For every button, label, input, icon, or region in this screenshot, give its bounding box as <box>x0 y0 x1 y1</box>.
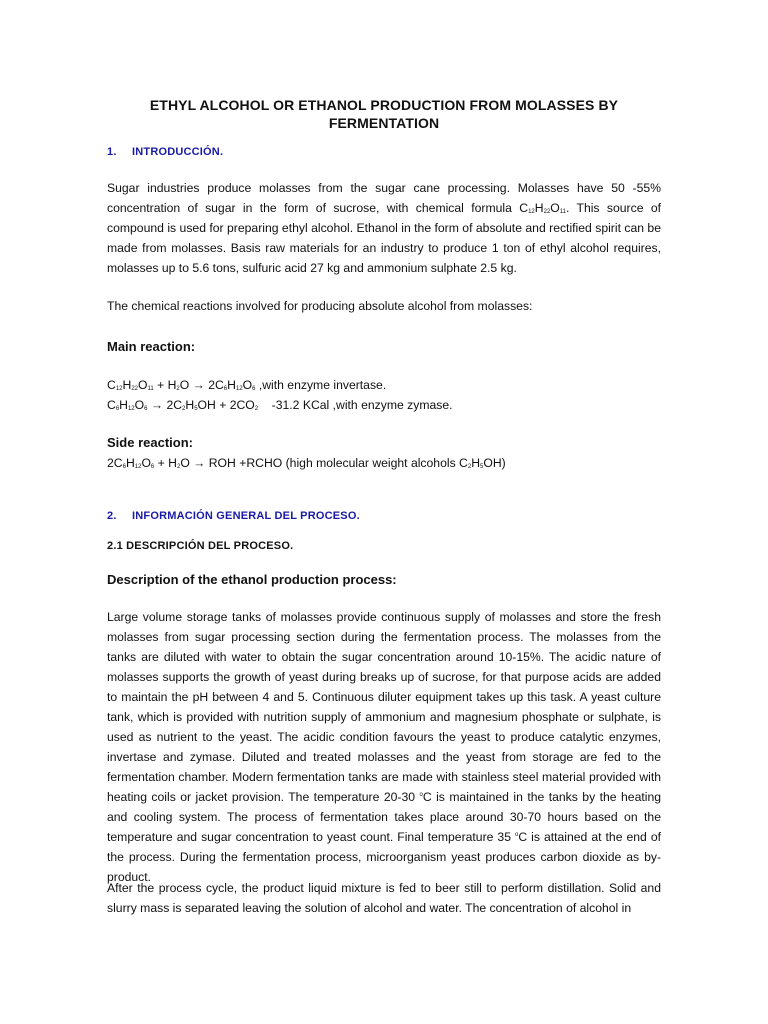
section-2-heading <box>107 510 360 522</box>
side-reaction-line: $2C_6H_{12}O_6 + H_2O$ → ROH +RCHO (high molecular weight alcohols $C_2H_5OH$) <box>107 456 506 470</box>
intro-sub-2: 22 <box>543 209 551 215</box>
reactions-intro: The chemical reactions involved for producing absolute alcohol from molasses: <box>107 299 533 313</box>
intro-text-1: Sugar industries produce molasses from the sugar cane processing. Molasses have 50 -55% concentration of sugar in the form of sucrose, with chemical formula C <box>107 181 661 215</box>
main-reaction-2-note: ,with enzyme zymase. <box>329 398 453 412</box>
section-1-heading <box>107 146 223 158</box>
after-paragraph: After the process cycle, the product liquid mixture is fed to beer still to perform distillation. Solid and slurry mass is separated leaving the solution of alcohol and water. The concentration of alcohol in <box>107 881 661 915</box>
side-reaction-note-end: OH) <box>483 456 506 470</box>
intro-paragraph <box>107 178 661 278</box>
section-1-title: INTRODUCCIÓN. <box>132 146 224 158</box>
intro-text-3: O <box>550 201 560 215</box>
main-reaction-heading: Main reaction: <box>107 339 196 354</box>
intro-sub-1: 12 <box>528 209 535 215</box>
description-text-1: Large volume storage tanks of molasses provide continuous supply of molasses and store the fresh molasses from sugar processing section during the fermentation process. The molasses from the tanks are diluted with water to obtain the sugar concentration around 10-15%. The acidic nature of molasses supports the growth of yeast during breaks up of sucrose, for that purpose acids are added to maintain the pH between 4 and 5. Continuous diluter equipment takes up this task. A yeast culture tank, which is provided with nutrition supply of ammonium and magnesium phosphate or sulphate, is used as nutrient to the yeast. The acidic condition favours the yeast to produce catalytic enzymes, invertase and zymase. Diluted and treated molasses and the yeast from storage are fed to the fermentation chamber. Modern fermentation tanks are made with stainless steel material provided with heating coils or jacket provision. The temperature 20-30 <box>107 610 661 804</box>
document-title: ETHYL ALCOHOL OR ETHANOL PRODUCTION FROM MOLASSES BY FERMENTATION <box>149 97 619 131</box>
intro-text-4: . This source of compound is used for preparing ethyl alcohol. Ethanol in the form of absolute and rectified spirit can be made from molasses. Basis raw materials for an industry to produce 1 ton of ethyl alcohol requires, molasses up to 5.6 tons, sulfuric acid 27 kg and ammonium sulphate 2.5 kg. <box>107 201 661 275</box>
degree-symbol-1: o <box>419 791 423 798</box>
intro-text-2: H <box>534 201 544 215</box>
main-reaction-1-note: ,with enzyme invertase. <box>255 378 387 392</box>
main-reaction-2-energy: -31.2 KCal <box>271 398 330 412</box>
description-paragraph <box>107 607 661 887</box>
section-2-1-heading: 2.1 DESCRIPCIÓN DEL PROCESO. <box>107 540 294 552</box>
description-text-3: C is attained at the end of the process. During the fermentation process, microorganism yeast produces carbon dioxide as by-product. <box>107 830 661 884</box>
degree-symbol-2: o <box>515 831 519 838</box>
section-2-title: INFORMACIÓN GENERAL DEL PROCESO. <box>132 510 360 522</box>
section-1-number: 1. <box>107 146 117 158</box>
intro-sub-3: 11 <box>559 209 566 215</box>
description-text-2: C is maintained in the tanks by the heating and cooling system. The process of fermentation takes place around 30-70 hours based on the temperature and sugar concentration to yeast count. Final temperature 35 <box>107 790 661 844</box>
side-reaction-heading: Side reaction: <box>107 435 193 450</box>
section-2-number: 2. <box>107 510 117 522</box>
side-reaction-note: (high molecular weight alcohols C <box>282 456 468 470</box>
main-reaction-line-1: $C_{12}H_{22}O_{11} + H_2O \to 2C_6H_{12}O_6$ ,with enzyme invertase. <box>107 378 387 392</box>
main-reaction-line-2: $C_6H_{12}O_6 \to 2C_2H_5OH + 2CO_2$ -31.2 KCal ,with enzyme zymase. <box>107 398 453 412</box>
description-heading: Description of the ethanol production process: <box>107 572 397 587</box>
